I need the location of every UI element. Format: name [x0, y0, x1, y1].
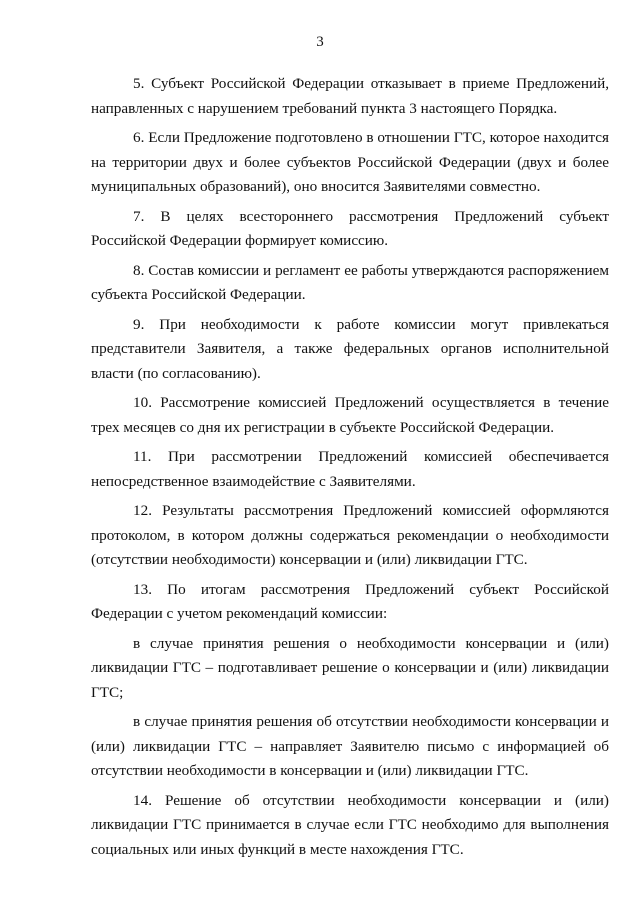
paragraph-14: 14. Решение об отсутствии необходимости консервации и (или) ликвидации ГТС принимается в случае если ГТС необходимо для выполнения социальных или иных функций в месте нахождения ГТС.	[91, 791, 609, 858]
paragraph-5: 5. Субъект Российской Федерации отказывает в приеме Предложений, направленных с нарушением требований пункта 3 настоящего Порядка.	[91, 75, 609, 117]
paragraph-10: 10. Рассмотрение комиссией Предложений осуществляется в течение трех месяцев со дня их регистрации в субъекте Российской Федерации.	[91, 394, 609, 436]
paragraph-8: 8. Состав комиссии и регламент ее работы утверждаются распоряжением субъекта Российской Федерации.	[91, 261, 609, 303]
page-number: 3	[316, 34, 324, 50]
paragraph-13-item-2: в случае принятия решения об отсутствии необходимости консервации и (или) ликвидации ГТС – направляет Заявителю письмо с информацией об отсутствии необходимости в консервации и (или) ликвидации ГТС.	[91, 713, 609, 779]
paragraph-13: 13. По итогам рассмотрения Предложений субъект Российской Федерации с учетом рекомендаций комиссии:	[91, 580, 609, 622]
document-body	[91, 72, 609, 867]
paragraph-6: 6. Если Предложение подготовлено в отношении ГТС, которое находится на территории двух и более субъектов Российской Федерации (двух и более муниципальных образований), оно вносится Заявителями совместно.	[91, 129, 609, 195]
paragraph-12: 12. Результаты рассмотрения Предложений комиссией оформляются протоколом, в котором должны содержаться рекомендации о необходимости (отсутствии необходимости) консервации и (или) ликвидации ГТС.	[91, 502, 609, 568]
paragraph-13-item-1: в случае принятия решения о необходимости консервации и (или) ликвидации ГТС – подготавливает решение о консервации и (или) ликвидации ГТС;	[91, 634, 609, 701]
paragraph-9: 9. При необходимости к работе комиссии могут привлекаться представители Заявителя, а также федеральных органов исполнительной власти (по согласованию).	[91, 315, 609, 382]
paragraph-7: 7. В целях всестороннего рассмотрения Предложений субъект Российской Федерации формирует комиссию.	[91, 207, 609, 249]
paragraph-11: 11. При рассмотрении Предложений комиссией обеспечивается непосредственное взаимодействие с Заявителями.	[91, 448, 609, 490]
